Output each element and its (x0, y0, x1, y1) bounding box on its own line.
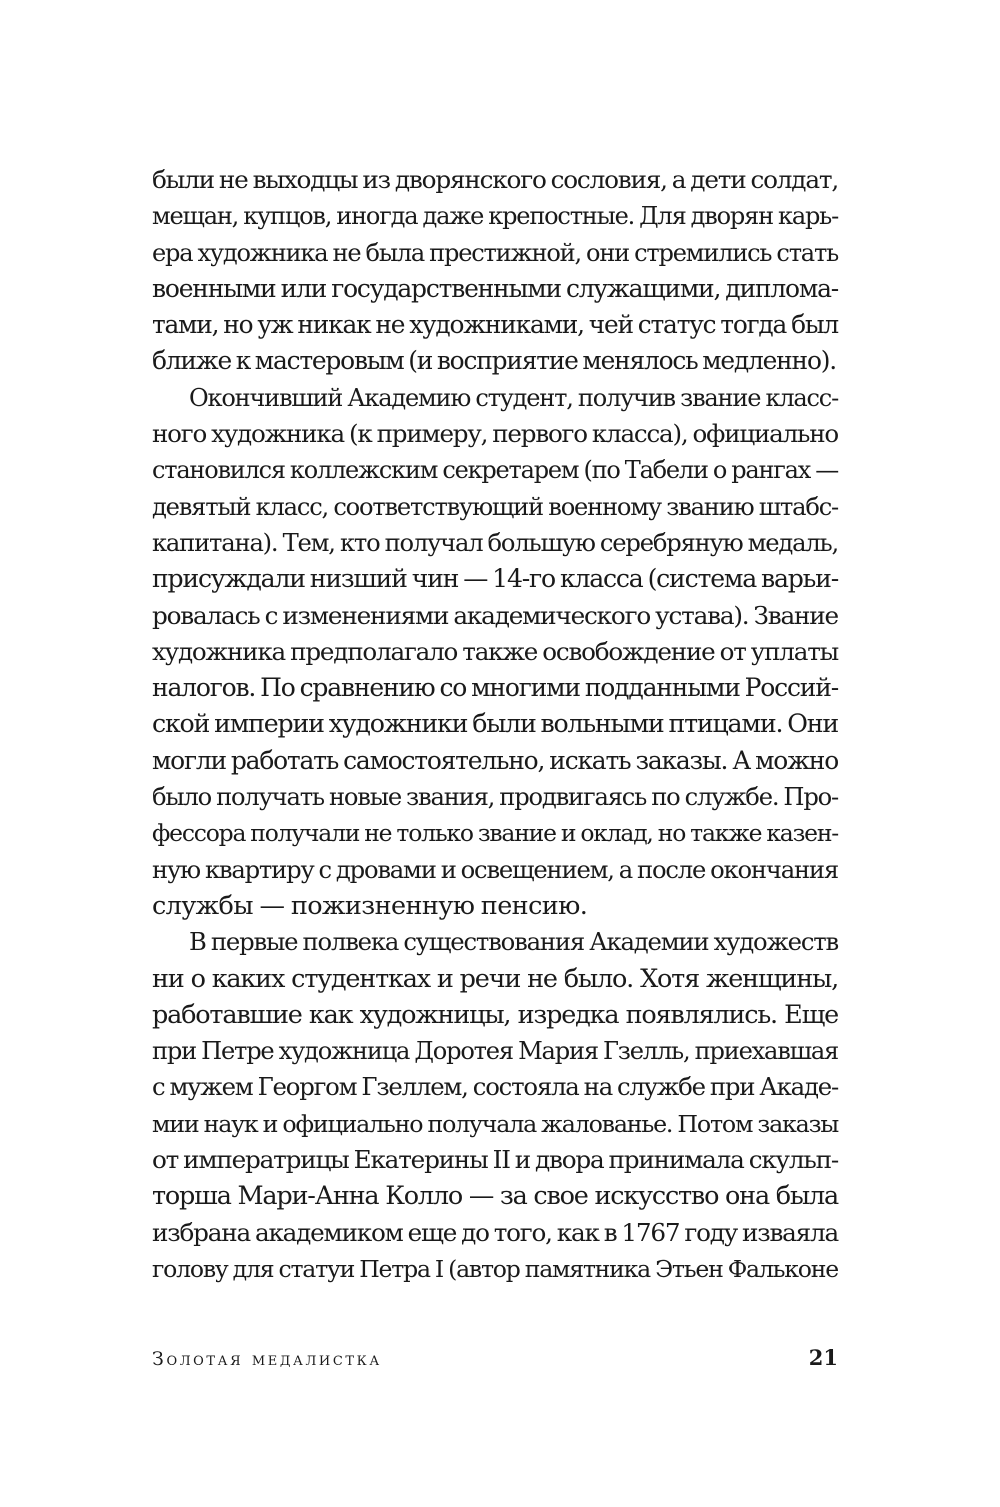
text-line: от императрицы Екатерины II и двора принимала скульп- (152, 1145, 838, 1175)
text-line: ного художника (к примеру, первого класса), официально (152, 419, 838, 449)
text-line: службы — пожизненную пенсию. (152, 890, 588, 921)
text-line: были не выходцы из дворянского сословия, а дети солдат, (152, 165, 838, 194)
text-line: Окончивший Академию студент, получив звание класс- (189, 383, 838, 412)
page-footer (152, 1345, 838, 1378)
text-line: было получать новые звания, продвигаясь по службе. Про- (152, 783, 838, 812)
text-line: при Петре художница Доротея Мария Гзелль, приехавшая (152, 1037, 838, 1066)
text-line: военными или государственными служащими, диплома- (152, 273, 838, 303)
text-line: становился коллежским секретарем (по Табели о рангах — (152, 456, 838, 485)
text-line: фессора получали не только звание и оклад, но также казен- (152, 819, 838, 848)
text-line: ровалась с изменениями академического устава). Звание (152, 600, 838, 630)
text-line: ни о каких студентках и речи не было. Хотя женщины, (152, 963, 838, 994)
text-line: ближе к мастеровым (и восприятие менялось медленно). (152, 346, 836, 376)
text-line: тами, но уж никак не художниками, чей статус тогда был (152, 310, 838, 340)
text-line: избрана академиком еще до того, как в 1767 году изваяла (152, 1217, 838, 1247)
text-line: девятый класс, соответствующий военному званию штабс- (152, 492, 838, 521)
text-line: с мужем Георгом Гзеллем, состояла на службе при Акаде- (152, 1072, 838, 1102)
text-line: торша Мари-Анна Колло — за свое искусство она была (152, 1181, 838, 1212)
text-line: художника предполагало также освобождение от уплаты (152, 636, 838, 666)
text-line: мии наук и официально получала жалованье. Потом заказы (152, 1109, 838, 1138)
text-line: мещан, купцов, иногда даже крепостные. Для дворян карь- (152, 202, 838, 231)
page-number: 21 (808, 1345, 838, 1370)
text-line: присуждали низший чин — 14-го класса (система варьи- (152, 564, 838, 594)
text-line: капитана). Тем, кто получал большую серебряную медаль, (152, 528, 838, 557)
text-line: налогов. По сравнению со многими подданными Россий- (152, 673, 838, 703)
text-line: голову для статуи Петра I (автор памятника Этьен Фальконе (152, 1254, 838, 1283)
running-head: Золотая медалистка (152, 1348, 382, 1370)
text-line: работавшие как художницы, изредка появлялись. Еще (152, 999, 838, 1030)
text-line: В первые полвека существования Академии художеств (189, 927, 838, 957)
text-line: ера художника не была престижной, они стремились стать (152, 238, 838, 267)
text-line: ской империи художники были вольными птицами. Они (152, 709, 838, 739)
text-line: могли работать самостоятельно, искать заказы. А можно (152, 745, 838, 775)
page-body (152, 162, 838, 1287)
text-line: ную квартиру с дровами и освещением, а после окончания (152, 854, 838, 884)
